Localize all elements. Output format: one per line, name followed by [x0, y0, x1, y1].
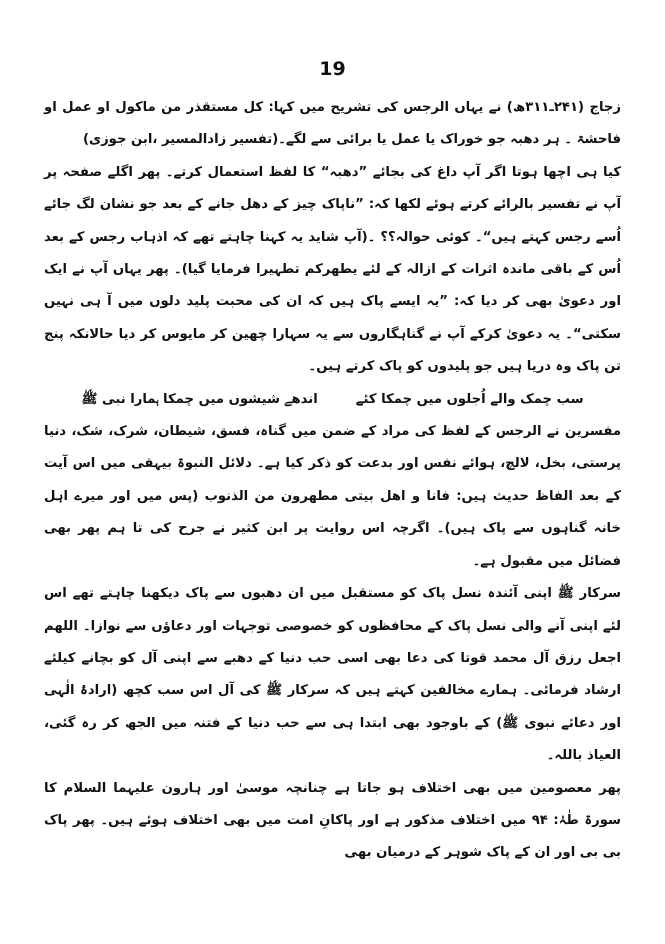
page-number: 19 [319, 58, 346, 80]
verse-first-half: سب چمک والے اُجلوں میں چمکا کئے [355, 391, 584, 407]
paragraph-masoomeen: پھر معصومین میں بھی اختلاف ہو جاتا ہے چنانچہ موسیٰ اور ہارون علیہما السلام کا سورۃ طٰہٰ: ۹۴ میں اختلاف مذکور ہے اور پاکانِ امت میں بھی اختلاف ہوئے ہیں۔ پھر پاک بی بی اور ان کے پاک شوہر کے درمیان بھی [44, 780, 622, 861]
paragraph-sarkar: سرکار ﷺ اپنی آئندہ نسل پاک کو مستقبل میں ان دھبوں سے پاک دیکھنا چاہتے تھے اس لئے اپنی آنے والی نسل پاک کے محافظوں کو خصوصی توجہات اور دعاؤں سے نوازا۔ اللھم اجعل رزق آل محمد قوتا کی دعا بھی اسی حب دنیا کے دھبے سے اپنی آل کو بچانے کیلئے ارشاد فرمائی۔ ہمارے مخالفین کہتے ہیں کہ سرکار ﷺ کی آل اس سب کچھ (ارادۂ الٰہی اور دعائے نبوی ﷺ) کے باوجود بھی ابتدا ہی سے حب دنیا کے فتنہ میں الجھ کر رہ گئی، العیاذ باللہ۔ [44, 586, 621, 764]
paragraph-stain-argument: کیا ہی اچھا ہوتا اگر آپ داغ کی بجائے ”دھبہ“ کا لفظ استعمال کرتے۔ پھر اگلے صفحہ پر آپ نے تفسیر بالرائے کرتے ہوئے لکھا کہ: ”ناپاک چیز کے دھل جانے کے بعد جو نشان لگ جائے اُسے رجس کہتے ہیں“۔ کوئی حوالہ؟؟ ۔(آپ شاید یہ کہنا چاہتے تھے کہ اذہاب رجس کے بعد اُس کے باقی ماندہ اثرات کے ازالہ کے لئے یطھرکم تطہیرا فرمایا گیا)۔ پھر یہاں آپ نے ایک اور دعویٰ بھی کر دیا کہ: ”یہ ایسے پاک ہیں کہ ان کی محبت پلید دلوں میں آ ہی نہیں سکتی“۔ یہ دعویٰ کرکے آپ نے گناہگاروں سے یہ سہارا چھین کر مایوس کر دیا حالانکہ پنج تن پاک وہ دریا ہیں جو پلیدوں کو پاک کرتے ہیں۔ [44, 164, 621, 375]
text-body [44, 92, 621, 870]
paragraph-zajjaj: زجاج (۲۴۱ـ۳۱۱ھ) نے یہاں الرجس کی تشریح میں کہا: کل مستقذر من ماکول او عمل او فاحشۃ ۔ ہر دھبہ جو خوراک یا عمل یا برائی سے لگے۔(تفسیر زادالمسیر ،ابن جوزی) [44, 100, 621, 148]
paragraph-mufassireen: مفسرین نے الرجس کے لفظ کی مراد کے ضمن میں گناہ، فسق، شیطان، شرک، شک، دنیا پرستی، بخل، لالچ، ہوائے نفس اور بدعت کو ذکر کیا ہے۔ دلائل النبوۃ بیہقی میں اس آیت کے بعد الفاظ حدیث ہیں: فانا و اھل بیتی مطھرون من الذنوب (پس میں اور میرے اہل خانہ گناہوں سے پاک ہیں)۔ اگرچہ اس روایت پر ابن کثیر نے جرح کی تا ہم پھر بھی فضائل میں مقبول ہے۔ [44, 424, 621, 569]
verse-couplet [44, 384, 621, 416]
verse-second-half: اندھے شیشوں میں چمکا ہمارا نبی ﷺ [81, 391, 318, 407]
